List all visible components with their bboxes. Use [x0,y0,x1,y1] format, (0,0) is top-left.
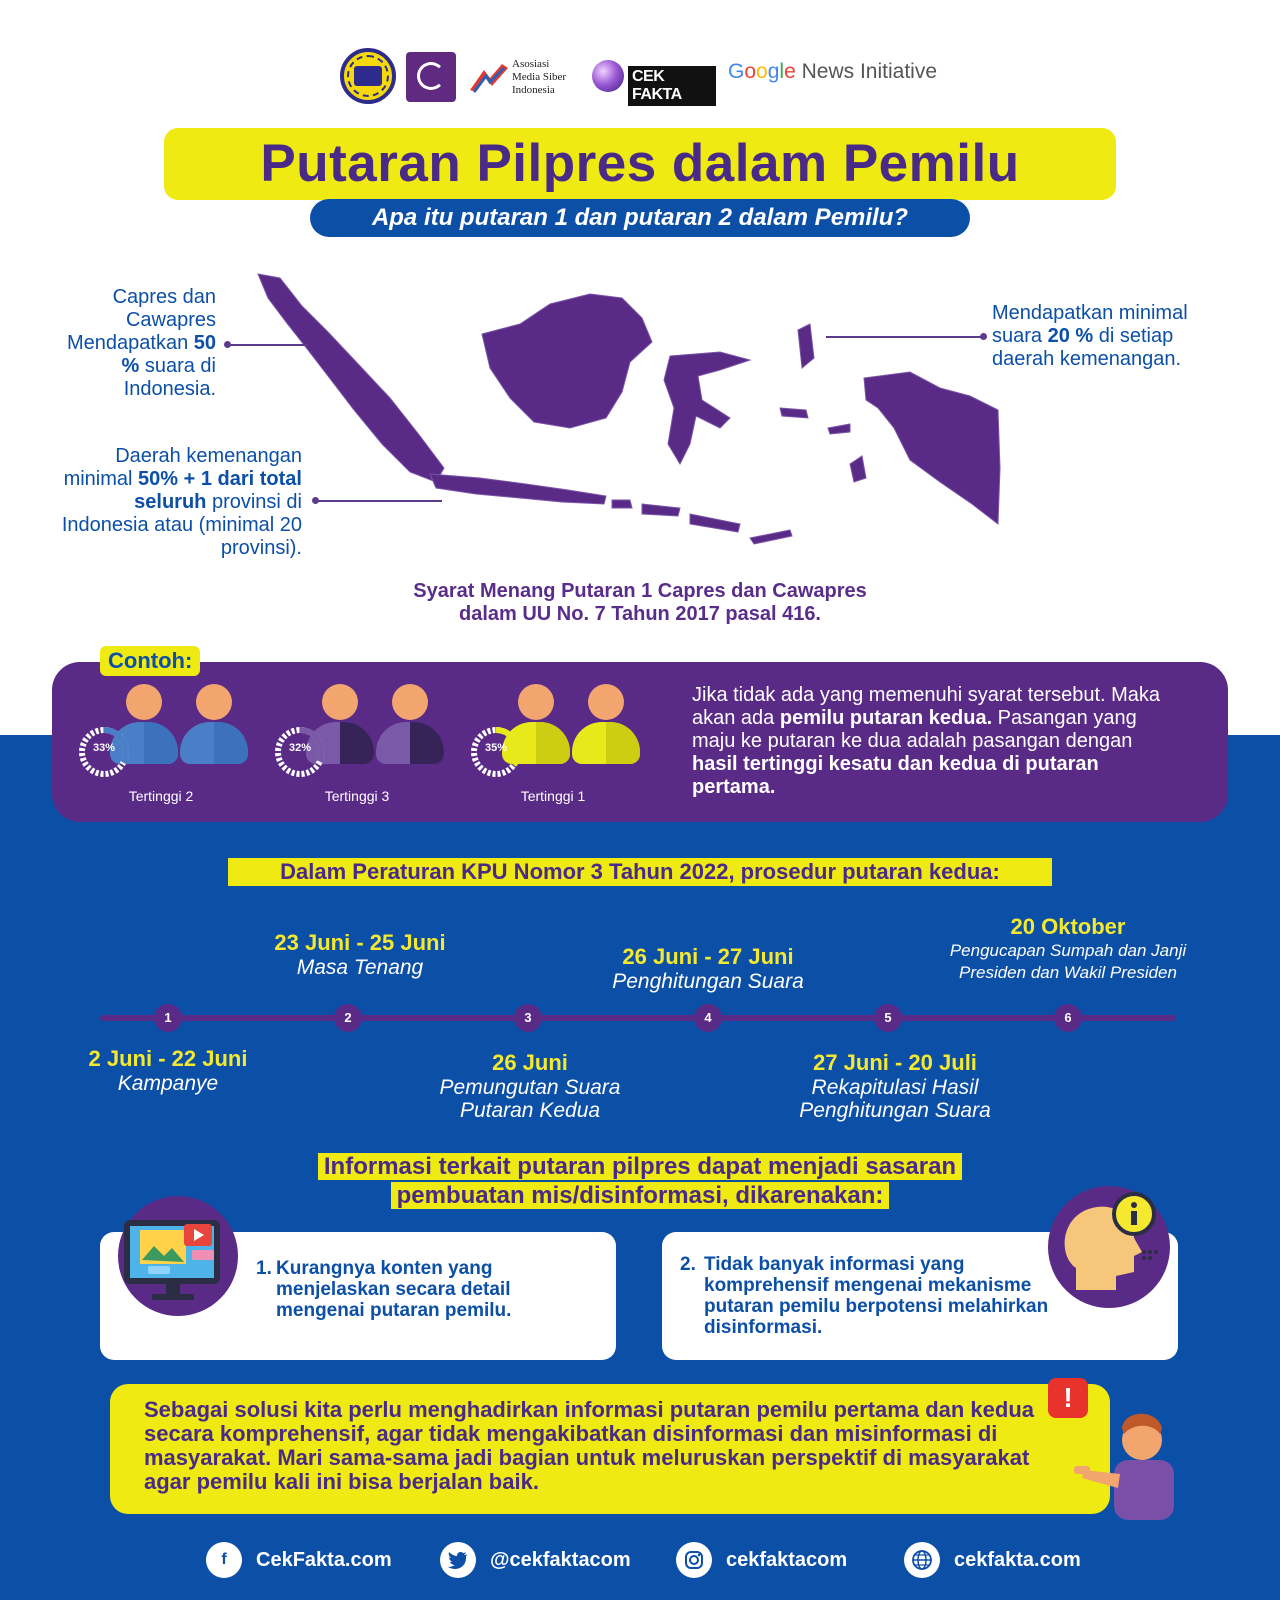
title-banner [164,128,1116,200]
annotation-dot-left1 [224,341,231,348]
globe-icon [904,1542,940,1578]
person-head [518,684,554,720]
note-50-percent: Capres dan Cawapres Mendapatkan 50 % suara di Indonesia. [66,286,216,400]
annotation-dot-right1 [980,333,987,340]
percent-label: 35% [484,742,508,754]
timeline-step-2 [240,930,480,979]
subtitle-banner [310,199,970,237]
person-head [322,684,358,720]
solution-text: Sebagai solusi kita perlu menghadirkan informasi putaran pemilu pertama dan kedua secara komprehensif, agar tidak mengakibatkan disinformasi dan misinformasi di masyarakat. Mari sama-sama jadi bagian untuk meluruskan perspektif di masyarakat agar pemilu kali ini bisa berjalan baik. [144,1397,1035,1494]
candidate-person-2 [572,684,640,764]
candidate-rank-label: Tertinggi 2 [128,788,194,804]
person-body [572,722,640,764]
map-java [430,474,606,504]
map-nusa-tenggara [612,500,792,544]
reason-2-text: Tidak banyak informasi yang komprehensif mengenai mekanisme putaran pemilu berpotensi melahirkan disinformasi. [704,1254,1049,1338]
timeline-step-1 [48,1046,288,1095]
map-sulawesi [664,352,750,464]
timeline-heading: Dalam Peraturan KPU Nomor 3 Tahun 2022, prosedur putaran kedua: [228,858,1052,886]
social-instagram[interactable] [676,1540,847,1580]
person-head [196,684,232,720]
timeline-step-5 [780,1050,1010,1122]
person-body [180,722,248,764]
facebook-icon: f [206,1542,242,1578]
mafindo-logo [340,48,396,104]
timeline-step-3 [410,1050,650,1122]
note-20-percent: Mendapatkan minimal suara 20 % di setiap daerah kemenangan. [992,302,1188,370]
candidate-group-1 [468,684,658,814]
candidate-person-2 [180,684,248,764]
cekfakta-orb-icon [592,60,624,92]
step-5-date: 27 Juni - 20 Juli [813,1050,977,1075]
percent-label: 32% [288,742,312,754]
step-5-desc: Rekapitulasi Hasil Penghitungan Suara [799,1076,991,1122]
amsi-stripes-icon [468,62,510,94]
step-4-date: 26 Juni - 27 Juni [622,944,794,969]
map-kalimantan [482,294,652,428]
annotation-dot-left2 [312,497,319,504]
annotation-line-right1 [826,336,984,338]
timeline-node-2: 2 [334,1004,362,1032]
step-2-date: 23 Juni - 25 Juni [274,930,446,955]
map-papua [864,372,1000,524]
pointing-man-icon [1064,1400,1184,1520]
solution-box [110,1384,1110,1514]
percent-label: 33% [92,742,116,754]
social-facebook[interactable] [206,1540,392,1580]
step-4-desc: Penghitungan Suara [612,970,804,993]
person-head [588,684,624,720]
note-provinces: Daerah kemenangan minimal 50% + 1 dari total seluruh provinsi di Indonesia atau (minimal 20 provinsi). [61,445,302,559]
page-title: Putaran Pilpres dalam Pemilu [260,134,1020,193]
candidate-group-2 [76,684,266,814]
social-twitter[interactable] [440,1540,631,1580]
partner-logos [340,48,960,108]
map-caption: Syarat Menang Putaran 1 Capres dan Cawapres dalam UU No. 7 Tahun 2017 pasal 416. [413,580,867,625]
timeline-node-4: 4 [694,1004,722,1032]
step-6-desc: Pengucapan Sumpah dan Janji Presiden dan Wakil Presiden [949,941,1187,982]
twitter-icon [440,1542,476,1578]
timeline-node-3: 3 [514,1004,542,1032]
cekfakta-wordmark: CEK FAKTA [628,66,716,106]
timeline-node-1: 1 [154,1004,182,1032]
head-info-icon [1048,1186,1170,1308]
map-maluku [780,324,866,482]
timeline-step-4 [586,944,830,993]
amsi-name: Asosiasi Media Siber Indonesia [512,58,567,96]
step-1-desc: Kampanye [117,1072,219,1095]
instagram-icon [676,1542,712,1578]
reason-2-number: 2. [680,1254,696,1275]
timeline-node-5: 5 [874,1004,902,1032]
facebook-label: CekFakta.com [256,1548,392,1571]
candidate-rank-label: Tertinggi 1 [520,788,586,804]
candidate-group-3 [272,684,462,814]
alert-icon: ! [1048,1378,1088,1418]
page-subtitle: Apa itu putaran 1 dan putaran 2 dalam Pemilu? [371,204,909,231]
website-label: cekfakta.com [954,1548,1081,1571]
monitor-icon [118,1196,238,1316]
social-website[interactable] [904,1540,1081,1580]
instagram-label: cekfaktacom [726,1548,848,1571]
candidate-rank-label: Tertinggi 3 [324,788,390,804]
person-head [126,684,162,720]
reason-1-text: Kurangnya konten yang menjelaskan secara detail mengenai putaran pemilu. [276,1258,512,1321]
person-head [392,684,428,720]
indonesia-map [250,268,1030,568]
amsi-logo [468,54,588,100]
step-2-desc: Masa Tenang [296,956,424,979]
timeline-step-6 [930,914,1206,984]
reason-1-number: 1. [256,1258,272,1279]
person-body [376,722,444,764]
candidate-person-2 [376,684,444,764]
example-label: Contoh: [100,646,200,676]
annotation-line-left2 [316,500,442,502]
twitter-label: @cekfaktacom [490,1548,631,1571]
purple-swirl-logo [406,52,456,102]
info-heading: Informasi terkait putaran pilpres dapat menjadi sasaran pembuatan mis/disinformasi, dikarenakan: [300,1152,980,1210]
step-6-date: 20 Oktober [1010,914,1126,939]
timeline-line [100,1015,1176,1021]
example-explanation: Jika tidak ada yang memenuhi syarat tersebut. Maka akan ada pemilu putaran kedua. Pasangan yang maju ke putaran ke dua adalah pasangan dengan hasil tertinggi kesatu dan kedua di putaran pertama. [692,684,1161,798]
cekfakta-logo [592,54,716,103]
step-3-date: 26 Juni [492,1050,568,1075]
timeline-node-6: 6 [1054,1004,1082,1032]
annotation-line-left1 [228,344,308,346]
google-news-initiative-logo: Google News Initiative [728,60,937,83]
step-1-date: 2 Juni - 22 Juni [88,1046,248,1071]
step-3-desc: Pemungutan Suara Putaran Kedua [439,1076,621,1122]
